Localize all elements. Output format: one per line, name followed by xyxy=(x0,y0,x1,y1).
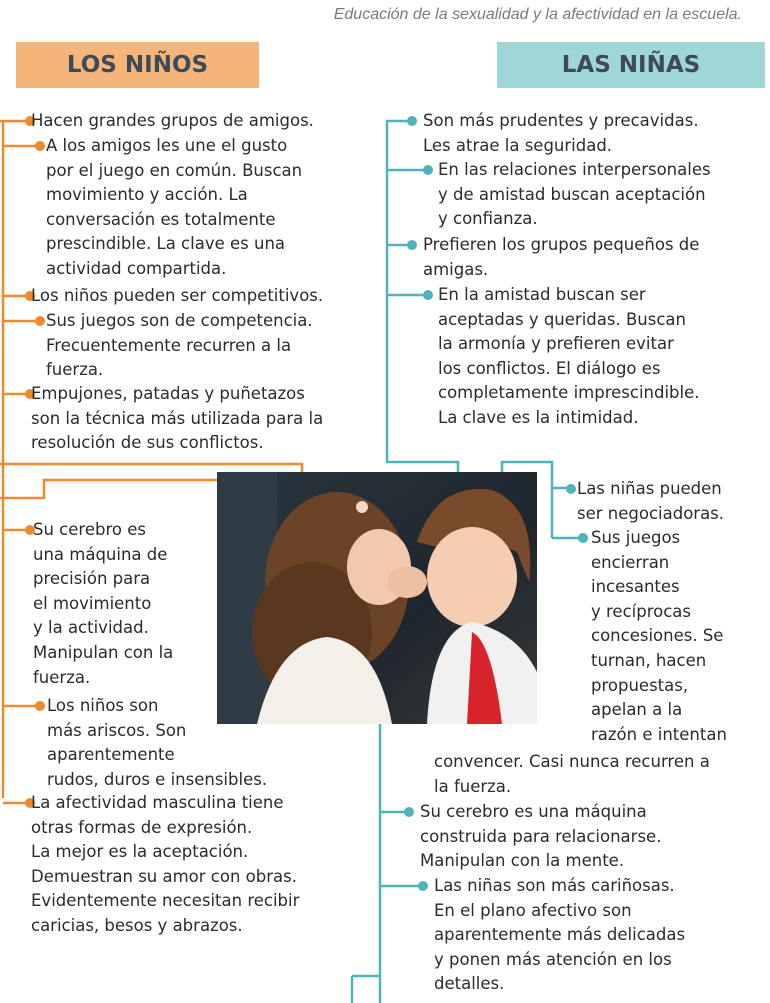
girls-item-1: Son más prudentes y precavidas. Les atrae la seguridad. xyxy=(423,111,699,155)
boys-title-banner: LOS NIÑOS xyxy=(16,42,259,88)
boys-item-1: Hacen grandes grupos de amigos. xyxy=(31,111,314,130)
bullet-dot xyxy=(404,807,414,817)
bullet-dot xyxy=(407,240,417,250)
bullet-dot xyxy=(35,141,45,151)
girls-item-8: Las niñas son más cariñosas. En el plano afectivo son aparentemente más delicadas y ponen más atención en los detalles. xyxy=(434,876,686,994)
boys-item-4: Sus juegos son de competencia. Frecuentemente recurren a la fuerza. xyxy=(46,311,313,380)
boys-item-8: La afectividad masculina tiene otras formas de expresión. La mejor es la aceptación. Demuestran su amor con obras. Evidentemente necesitan recibir caricias, besos y abrazos. xyxy=(31,793,300,935)
bullet-dot xyxy=(35,701,45,711)
bullet-dot xyxy=(578,533,588,543)
bullet-dot xyxy=(418,881,428,891)
boys-item-7: Los niños son más ariscos. Son aparentemente rudos, duros e insensibles. xyxy=(47,696,268,789)
girls-item-2: En las relaciones interpersonales y de amistad buscan aceptación y confianza. xyxy=(438,160,711,229)
bullet-dot xyxy=(423,290,433,300)
girls-item-7: Su cerebro es una máquina construida para relacionarse. Manipulan con la mente. xyxy=(420,802,662,871)
boys-item-5: Empujones, patadas y puñetazos son la técnica más utilizada para la resolución de sus conflictos. xyxy=(31,384,324,453)
girls-item-6-continuation: convencer. Casi nunca recurren a la fuerza. xyxy=(434,752,710,796)
girls-item-4: En la amistad buscan ser aceptadas y queridas. Buscan la armonía y prefieren evitar los conflictos. El diálogo es completamente imprescindible. La clave es la intimidad. xyxy=(438,285,700,427)
boys-item-2: A los amigos les une el gusto por el juego en común. Buscan movimiento y acción. La conversación es totalmente prescindible. La clave es una actividad compartida. xyxy=(46,136,303,278)
children-whispering-photo xyxy=(217,472,537,724)
bullet-dot xyxy=(566,484,576,494)
girls-item-6: Sus juegos encierran incesantes y recíprocas concesiones. Se turnan, hacen propuestas, apelan a la razón e intentan xyxy=(591,528,727,744)
girls-title-banner: LAS NIÑAS xyxy=(497,42,765,88)
boys-item-3: Los niños pueden ser competitivos. xyxy=(31,286,324,305)
girls-item-3: Prefieren los grupos pequeños de amigas. xyxy=(423,235,700,279)
bullet-dot xyxy=(407,116,417,126)
bullet-dot xyxy=(35,316,45,326)
page-header: Educación de la sexualidad y la afectividad en la escuela. xyxy=(333,6,742,23)
boys-item-6: Su cerebro es una máquina de precisión para el movimiento y la actividad. Manipulan con la fuerza. xyxy=(33,520,174,687)
girls-item-5: Las niñas pueden ser negociadoras. xyxy=(577,479,725,523)
bullet-dot xyxy=(423,165,433,175)
